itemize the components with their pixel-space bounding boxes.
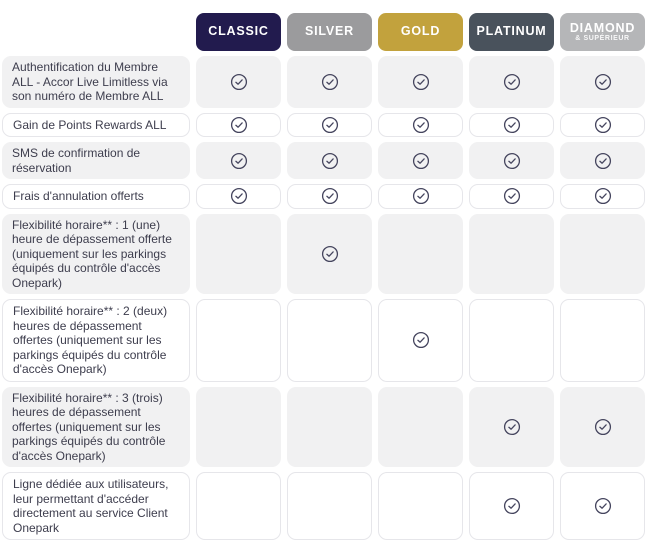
check-circle-icon — [412, 116, 430, 134]
feature-value-cell-row4-silver — [287, 184, 372, 209]
tier-badge-label: GOLD — [400, 24, 441, 39]
check-circle-icon — [412, 152, 430, 170]
feature-label-text: Flexibilité horaire** : 2 (deux) heures de dépassement offertes (uniquement sur les parkings équipés du contrôle d'accès Onepark) — [13, 304, 168, 376]
check-circle-icon — [412, 73, 430, 91]
feature-value-cell-row6-classic — [196, 299, 281, 382]
feature-value-cell-row4-diamond — [560, 184, 645, 209]
tier-badge-gold — [378, 13, 463, 51]
feature-label-cell — [2, 472, 190, 540]
feature-value-cell-row2-platinum — [469, 113, 554, 138]
feature-value-cell-row6-diamond — [560, 299, 645, 382]
tier-badge-sublabel: & SUPÉRIEUR — [575, 34, 630, 42]
check-circle-icon — [594, 116, 612, 134]
feature-value-cell-row8-silver — [287, 472, 372, 540]
feature-value-cell-row7-gold — [378, 387, 463, 468]
feature-value-cell-row5-classic — [196, 214, 281, 295]
feature-value-cell-row7-platinum — [469, 387, 554, 468]
feature-label-text: Gain de Points Rewards ALL — [13, 117, 167, 132]
feature-value-cell-row1-classic — [196, 56, 281, 108]
feature-value-cell-row2-silver — [287, 113, 372, 138]
feature-value-cell-row7-silver — [287, 387, 372, 468]
feature-value-cell-row3-gold — [378, 142, 463, 179]
feature-label-text: Flexibilité horaire** : 3 (trois) heures de dépassement offertes (uniquement sur les parkings équipés du contrôle d'accès Onepark) — [12, 390, 166, 463]
check-circle-icon — [321, 152, 339, 170]
check-circle-icon — [230, 73, 248, 91]
feature-value-cell-row4-gold — [378, 184, 463, 209]
feature-value-cell-row5-gold — [378, 214, 463, 295]
feature-value-cell-row8-classic — [196, 472, 281, 540]
feature-value-cell-row1-diamond — [560, 56, 645, 108]
check-circle-icon — [594, 73, 612, 91]
feature-label-text: Ligne dédiée aux utilisateurs, leur permettant d'accéder directement au service Client Onepark — [13, 477, 169, 535]
tier-badge-silver — [287, 13, 372, 51]
check-circle-icon — [594, 152, 612, 170]
feature-value-cell-row1-gold — [378, 56, 463, 108]
feature-value-cell-row5-platinum — [469, 214, 554, 295]
feature-label-cell — [2, 56, 190, 108]
check-circle-icon — [321, 73, 339, 91]
table-corner-spacer — [2, 13, 190, 51]
feature-value-cell-row5-silver — [287, 214, 372, 295]
check-circle-icon — [503, 497, 521, 515]
check-circle-icon — [321, 245, 339, 263]
check-circle-icon — [594, 418, 612, 436]
tier-badge-diamond — [560, 13, 645, 51]
check-circle-icon — [230, 152, 248, 170]
feature-label-cell — [2, 142, 190, 179]
feature-value-cell-row6-platinum — [469, 299, 554, 382]
feature-value-cell-row4-classic — [196, 184, 281, 209]
feature-value-cell-row2-classic — [196, 113, 281, 138]
feature-value-cell-row8-gold — [378, 472, 463, 540]
feature-value-cell-row1-platinum — [469, 56, 554, 108]
feature-value-cell-row6-gold — [378, 299, 463, 382]
feature-value-cell-row7-diamond — [560, 387, 645, 468]
check-circle-icon — [503, 187, 521, 205]
feature-value-cell-row8-platinum — [469, 472, 554, 540]
check-circle-icon — [503, 418, 521, 436]
tier-badge-label: PLATINUM — [476, 24, 547, 39]
tier-badge-platinum — [469, 13, 554, 51]
check-circle-icon — [594, 497, 612, 515]
feature-label-text: SMS de confirmation de réservation — [12, 146, 141, 175]
feature-label-cell — [2, 113, 190, 138]
feature-label-cell — [2, 299, 190, 382]
feature-value-cell-row4-platinum — [469, 184, 554, 209]
feature-value-cell-row2-diamond — [560, 113, 645, 138]
feature-value-cell-row6-silver — [287, 299, 372, 382]
check-circle-icon — [321, 187, 339, 205]
check-circle-icon — [321, 116, 339, 134]
tier-badge-classic — [196, 13, 281, 51]
tier-badge-label: SILVER — [304, 24, 355, 39]
check-circle-icon — [503, 73, 521, 91]
feature-label-text: Frais d'annulation offerts — [13, 189, 144, 203]
feature-value-cell-row3-silver — [287, 142, 372, 179]
feature-value-cell-row2-gold — [378, 113, 463, 138]
feature-value-cell-row8-diamond — [560, 472, 645, 540]
feature-label-text: Flexibilité horaire** : 1 (une) heure de dépassement offerte (uniquement sur les parkings équipés du contrôle d'accès Onepark) — [12, 217, 172, 290]
feature-value-cell-row7-classic — [196, 387, 281, 468]
feature-label-cell — [2, 184, 190, 209]
feature-value-cell-row3-diamond — [560, 142, 645, 179]
feature-value-cell-row1-silver — [287, 56, 372, 108]
feature-label-cell — [2, 387, 190, 468]
check-circle-icon — [230, 187, 248, 205]
check-circle-icon — [412, 331, 430, 349]
tier-badge-label: CLASSIC — [208, 24, 269, 39]
feature-value-cell-row3-platinum — [469, 142, 554, 179]
check-circle-icon — [503, 152, 521, 170]
feature-label-text: Authentification du Membre ALL - Accor Live Limitless via son numéro de Membre ALL — [12, 60, 168, 103]
check-circle-icon — [503, 116, 521, 134]
tier-badge-label: DIAMOND — [569, 20, 636, 35]
check-circle-icon — [594, 187, 612, 205]
check-circle-icon — [412, 187, 430, 205]
check-circle-icon — [230, 116, 248, 134]
feature-value-cell-row5-diamond — [560, 214, 645, 295]
feature-label-cell — [2, 214, 190, 295]
feature-value-cell-row3-classic — [196, 142, 281, 179]
